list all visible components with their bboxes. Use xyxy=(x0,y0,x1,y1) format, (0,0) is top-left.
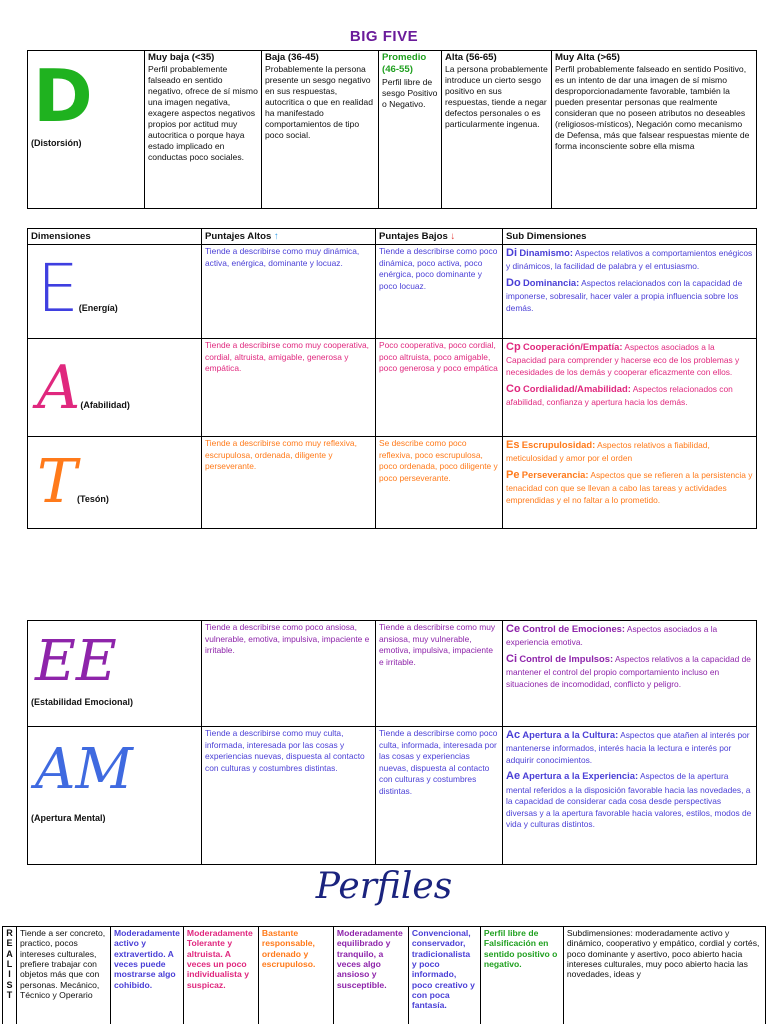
distortion-col-very-low: Muy baja (<35) Perfil probablemente falseado en sentido negativo, ofrece de sí mismo una imagen negativa, exagere aspectos negativos propios por actitud muy autocritica o porque haya estado implicado en conductas poco sociales. xyxy=(145,51,262,209)
profile-cell: Bastante responsable, ordenado y escrupuloso. xyxy=(258,927,333,1024)
dimension-row-afabilidad: A(Afabilidad) Tiende a describirse como muy cooperativa, cordial, altruista, amigable, generosa y empática. Poco cooperativa, poco cordial, poco altruista, poco amigable, poco generosa y poco empática Cp Cooperación/Empatía: Aspectos asociados a la Capacidad para comprender y hacerse eco de los problemas y necesidades de los demás y cooperar eficazmente con ellos. Co Cordialidad/Amabilidad: Aspectos relacionados con afabilidad, confianza y apertura hacia los demás. xyxy=(28,339,757,437)
distortion-label: (Distorsión) xyxy=(31,138,82,148)
profile-table xyxy=(2,926,766,1024)
page-title: BIG FIVE xyxy=(349,28,419,45)
letter-am-icon: AM xyxy=(35,737,133,802)
letter-t-icon: T xyxy=(37,447,78,518)
distortion-table xyxy=(27,50,757,209)
dimension-letter-cell: E(Energía) xyxy=(28,245,202,339)
arrow-down-icon: ↓ xyxy=(450,231,456,242)
profile-vertical-label: R E A L I S T xyxy=(3,927,17,1024)
letter-ee-icon: EE xyxy=(35,629,117,694)
header-high-scores: Puntajes Altos ↑ xyxy=(202,229,376,245)
header-dimensions: Dimensiones xyxy=(28,229,202,245)
profile-cell: Moderadamente Tolerante y altruista. A veces un poco individualista y suspicaz. xyxy=(183,927,258,1024)
profiles-title: Perfiles xyxy=(315,866,453,907)
dimension-row-apertura: AM (Apertura Mental) Tiende a describirse como muy culta, informada, interesada por las cosas y experiencias nuevas, dispuesta al contacto con culturas y costumbres distintas. Tiende a describirse como poco culta, informada, interesada por las cosas y experiencias nuevas, dispuesta al contacto con culturas y costumbres distintas. Ac Apertura a la Cultura: Aspectos que atañen al interés por mantenerse informados, interés hacia la lectura e interés por adquirir conocimientos. Ae Apertura a la Experiencia: Aspectos de la apertura mental referidos a la disposición favorable hacia las novedades, a la capacidad de considerar cada cosa desde perspectivas diversas y a la apertura favorable hacia valores, estilos, modos de vida y culturas distintos. xyxy=(28,727,757,865)
profile-cell: Tiende a ser concreto, practico, pocos intereses culturales, prefiere trabajar con objetos más que con personas. Mecánico, Técnico y Operario xyxy=(17,927,111,1024)
arrow-up-icon: ↑ xyxy=(273,231,279,242)
profile-cell: Moderadamente equilibrado y tranquilo, a veces algo ansioso y susceptible. xyxy=(333,927,408,1024)
distortion-col-low: Baja (36-45) Probablemente la persona presente un sesgo negativo en sus respuestas, autocritica o que en realidad ha manifestado comportamientos de tipo poco social. xyxy=(262,51,379,209)
header-subdimensions: Sub Dimensiones xyxy=(503,229,757,245)
dimensions-table xyxy=(27,228,757,529)
distortion-col-average: Promedio (46-55) Perfil libre de sesgo Positivo o Negativo. xyxy=(379,51,442,209)
letter-a-icon: A xyxy=(37,353,81,424)
profile-cell: Subdimensiones: moderadamente activo y dinámico, cooperativo y empático, cordial y cortés, poco dominante y asertivo, poco abierto hacia intereses culturales, muy poco abierto hacia las novedades, ideas y xyxy=(563,927,765,1024)
distortion-letter-cell xyxy=(28,51,145,209)
distortion-col-high: Alta (56-65) La persona probablemente introduce un cierto sesgo positivo en sus respuestas, tiende a negar defectos personales o es particularmente ingenua. xyxy=(442,51,552,209)
dimension-row-estabilidad: EE (Estabilidad Emocional) Tiende a describirse como poco ansiosa, vulnerable, emotiva, impulsiva, impaciente e irritable. Tiende a describirse como muy ansiosa, muy vulnerable, emotiva, impulsiva, impaciente e irritable. Ce Control de Emociones: Aspectos asociados a la experiencia emotiva. Ci Control de Impulsos: Aspectos relativos a la capacidad de mantener el control del propio comportamiento incluso en situaciones de incomodidad, conflicto y peligro. xyxy=(28,621,757,727)
profile-cell: Perfil libre de Falsificación en sentido positivo o negativo. xyxy=(480,927,563,1024)
letter-d-icon: D xyxy=(33,54,93,138)
profile-cell: Moderadamente activo y extravertido. A veces puede mostrarse algo cohibido. xyxy=(111,927,184,1024)
header-low-scores: Puntajes Bajos ↓ xyxy=(376,229,503,245)
profile-cell: Convencional, conservador, tradicionalista y poco informado, poco creativo y con poca fantasía. xyxy=(408,927,480,1024)
dimension-row-teson: T(Tesón) Tiende a describirse como muy reflexiva, escrupulosa, ordenada, diligente y perseverante. Se describe como poco reflexiva, poco escrupulosa, poco ordenada, poco diligente y poco perseverante. Es Escrupulosidad: Aspectos relativos a fiabilidad, meticulosidad y amor por el orden Pe Perseverancia: Aspectos que se refieren a la persistencia y tenacidad con que se llevan a cabo las tareas y actividades emprendidas y el no faltar a lo prometido. xyxy=(28,437,757,529)
letter-e-icon: E xyxy=(37,250,79,328)
dimension-row-energia: E(Energía) Tiende a describirse como muy dinámica, activa, enérgica, dominante y locuaz. Tiende a describirse como poco dinámica, poco activa, poco enérgica, poco dominante y poco locuaz. Di Dinamismo: Aspectos relativos a comportamientos enégicos y dinámicos, la facilidad de palabra y el entusiasmo. Do Dominancia: Aspectos relacionados con la capacidad de imponerse, sobresalir, hacer valer a propia influencia sobre los demás. xyxy=(28,245,757,339)
distortion-col-very-high: Muy Alta (>65) Perfil probablemente falseado en sentido Positivo, es un intento de dar una imagen de sí mismo desproporcionadamente favorable, también la pueden presentar personas que realmente consideran que no poseen atributos no deseables (religiosos-místicos), Negación como mecanismo de Defensa, más que falsear respuestas miente de forma inconsciente sobre ella misma xyxy=(552,51,757,209)
dimensions-table-2 xyxy=(27,620,757,865)
